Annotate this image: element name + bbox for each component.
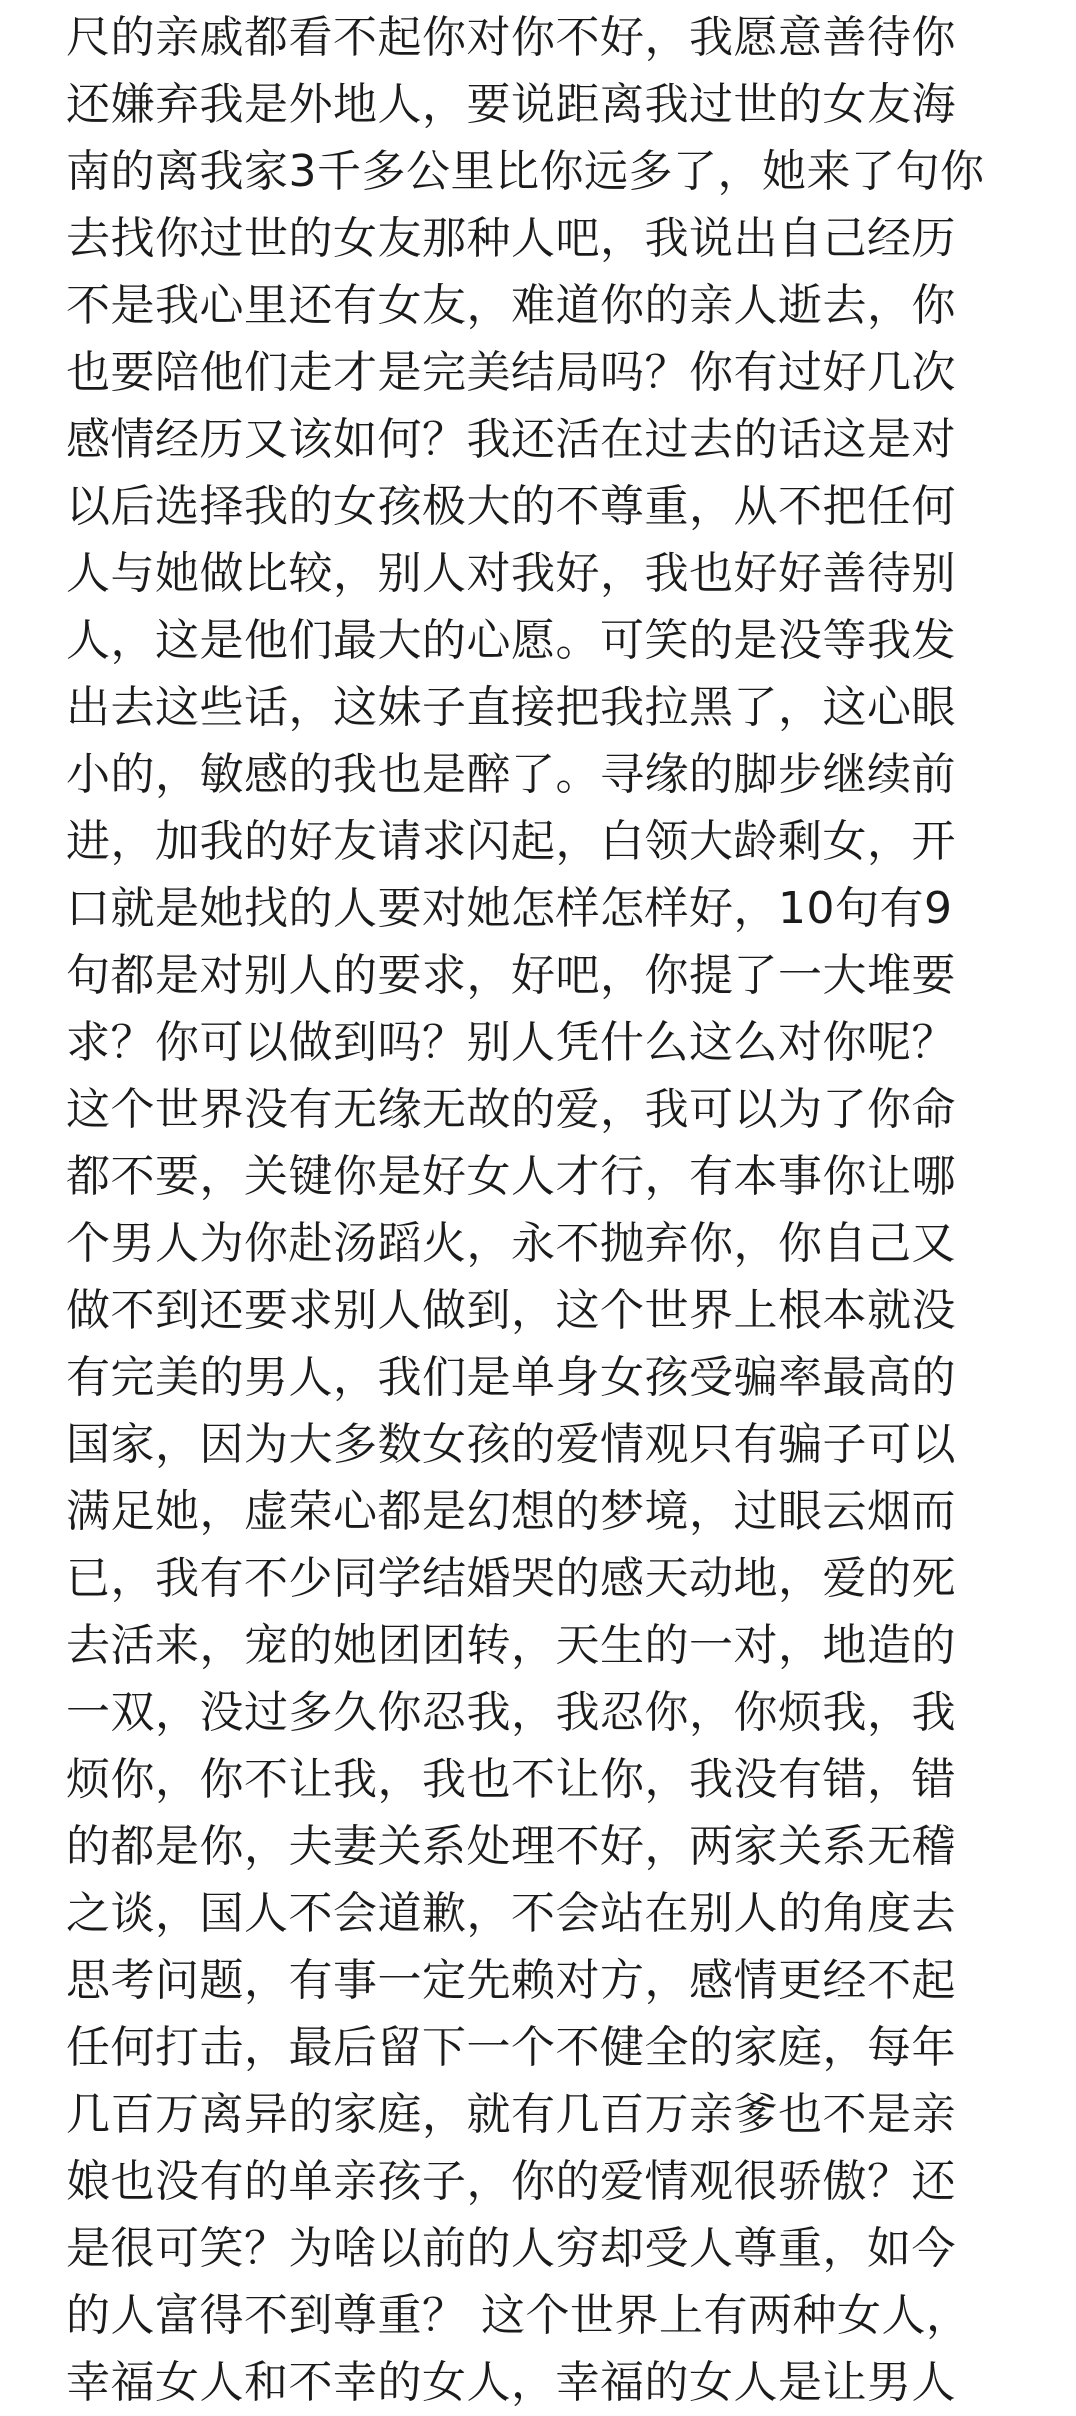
text-line: 口就是她找的人要对她怎样怎样好，10句有9	[66, 883, 953, 934]
text-line: 之谈，国人不会道歉，不会站在别人的角度去	[66, 1888, 956, 1939]
article-body	[66, 4, 1066, 2416]
text-line: 都不要，关键你是好女人才行，有本事你让哪	[66, 1151, 956, 1202]
text-line: 不是我心里还有女友，难道你的亲人逝去，你	[66, 280, 956, 331]
text-line: 小的，敏感的我也是醉了。寻缘的脚步继续前	[66, 749, 956, 800]
text-line: 还嫌弃我是外地人，要说距离我过世的女友海	[66, 79, 956, 130]
text-line: 是很可笑？为啥以前的人穷却受人尊重，如今	[66, 2223, 956, 2274]
text-line: 感情经历又该如何？我还活在过去的话这是对	[66, 414, 956, 465]
text-line: 国家，因为大多数女孩的爱情观只有骗子可以	[66, 1419, 956, 1470]
text-line: 有完美的男人，我们是单身女孩受骗率最高的	[66, 1352, 956, 1403]
text-line: 幸福女人和不幸的女人，幸福的女人是让男人	[66, 2357, 956, 2408]
text-line: 一双，没过多久你忍我，我忍你，你烦我，我	[66, 1687, 956, 1738]
text-line: 个男人为你赴汤蹈火，永不抛弃你，你自己又	[66, 1218, 956, 1269]
text-line: 尺的亲戚都看不起你对你不好，我愿意善待你	[66, 12, 956, 63]
text-line: 以后选择我的女孩极大的不尊重，从不把任何	[66, 481, 956, 532]
text-line: 思考问题，有事一定先赖对方，感情更经不起	[66, 1955, 956, 2006]
text-line: 去活来，宠的她团团转，天生的一对，地造的	[66, 1620, 956, 1671]
text-line: 娘也没有的单亲孩子，你的爱情观很骄傲？还	[66, 2156, 956, 2207]
text-line: 的人富得不到尊重？ 这个世界上有两种女人，	[66, 2290, 971, 2341]
text-line: 做不到还要求别人做到，这个世界上根本就没	[66, 1285, 956, 1336]
text-line: 的都是你，夫妻关系处理不好，两家关系无稽	[66, 1821, 956, 1872]
text-line: 也要陪他们走才是完美结局吗？你有过好几次	[66, 347, 956, 398]
text-line: 求？你可以做到吗？别人凭什么这么对你呢？	[66, 1017, 956, 1068]
text-line: 句都是对别人的要求，好吧，你提了一大堆要	[66, 950, 956, 1001]
text-line: 满足她，虚荣心都是幻想的梦境，过眼云烟而	[66, 1486, 956, 1537]
text-line: 已，我有不少同学结婚哭的感天动地，爱的死	[66, 1553, 956, 1604]
text-line: 几百万离异的家庭，就有几百万亲爹也不是亲	[66, 2089, 956, 2140]
text-line: 人，这是他们最大的心愿。可笑的是没等我发	[66, 615, 956, 666]
text-line: 这个世界没有无缘无故的爱，我可以为了你命	[66, 1084, 956, 1135]
text-line: 任何打击，最后留下一个不健全的家庭，每年	[66, 2022, 956, 2073]
text-line: 进，加我的好友请求闪起，白领大龄剩女，开	[66, 816, 956, 867]
text-line: 烦你，你不让我，我也不让你，我没有错，错	[66, 1754, 956, 1805]
text-line: 南的离我家3千多公里比你远多了，她来了句你	[66, 146, 985, 197]
text-line: 去找你过世的女友那种人吧，我说出自己经历	[66, 213, 956, 264]
text-line: 出去这些话，这妹子直接把我拉黑了，这心眼	[66, 682, 956, 733]
text-line: 人与她做比较，别人对我好，我也好好善待别	[66, 548, 956, 599]
